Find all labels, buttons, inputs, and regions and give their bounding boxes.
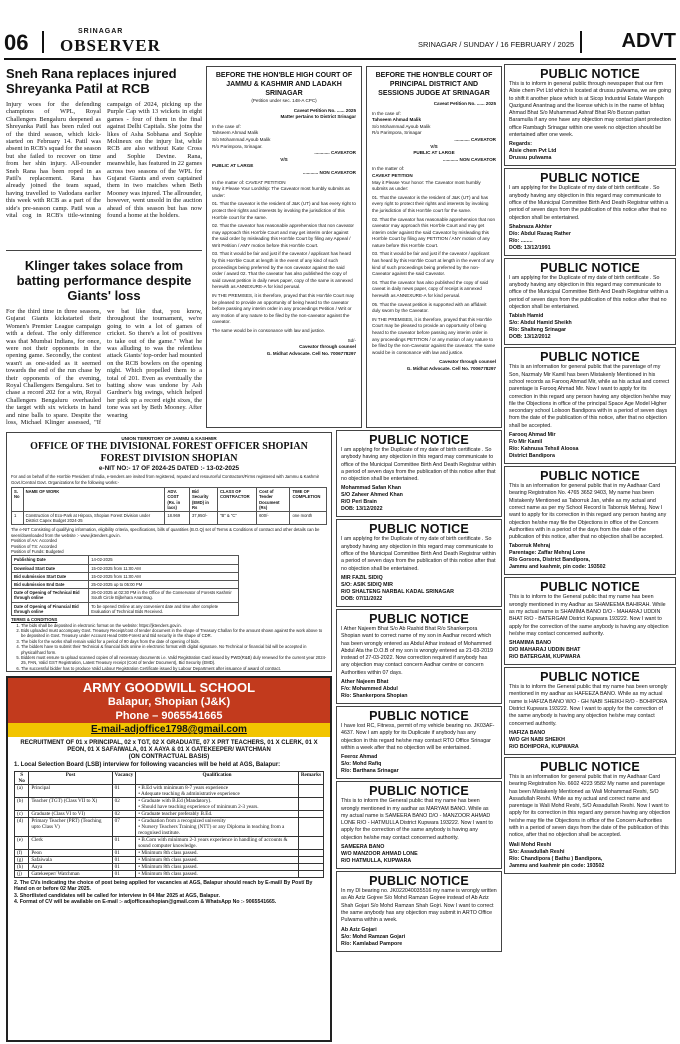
cell: Primary Teacher (PRT) (Teaching upto Class V) [29,817,112,836]
notice-body: This is an information for general public that in my Aadhaar Card bearing Registration No. 6602 4223 9582 My name and parentage has been Mistakenly Mentioned as Wali Mohammad Reshi, S/O Assadullah Reshi. While as my actual and correct name and parentage is Wali Mohd Reshi, S/O Assadullah Reshi. Now I want to apply for its correction in this regard any person having any objection he/she may file the Objections in office of the Concern Authorities with in a period of seven days from the date of the publication of this notice, after that no objection shall be accepted. [509,773,671,839]
notice-signature-line: R/o: Barthana Srinagar [341,768,399,775]
nit-number: e-NIT NO:- 17 OF 2024-25 DATED :- 13-02-2025 [98,465,240,473]
party-address: R/o Parimpora, Srinagar [372,130,422,136]
table-row [12,512,327,525]
prayer-intro: May it Please Your Lordship: The Caveator most humbly submits as under: [212,186,350,198]
cell: 600/- [257,512,290,525]
signature-mark: Sd/- [347,337,356,343]
court-title: BEFORE THE HON'BLE COURT OF PRINCIPAL DISTRICT AND SESSIONS JUDGE AT SRINAGAR [375,72,493,97]
notice-signature-line: R/O SHALTENG NARBAL KADAL SRINAGAR [341,588,455,595]
para-4: IN THE PREMISES, it is therefore, prayed that this Hon'ble Court may be pleased to provide an opportunity of being heard to the caveator before passing any interim order in any proceedings Petition / Writ or any motion of any nature to be filed by the non-caveator against the caveator. [212,293,355,325]
notice-signature-line: Taborruk Mehraj [509,543,551,550]
versus: V/S [280,156,288,162]
notice-body: This is an information for general public that the parentage of my Son, Nazmaly Mir Kamil has been Mistakenly Mentioned in his school records as Farooq Ahmad Mir, while as his actual and correct parentage is Farooq Ahmad Mir. Now I want to apply for its correction in this regard any person having any objection he/she may file the Objections in office of the principal Space Age Model Higher secondary school Lolsoon Bandipora with in a period of seven days from the date of the publication of this notice, after that no objection shall be accepted. [509,364,671,429]
notice-signature-line: R/o: Shalteng Srinagar [509,327,567,334]
notice-signature-line: Mohammad Safan Khan [341,485,402,492]
forest-tender-notice [6,432,332,672]
public-notice [504,258,676,345]
notice-signature-line: R/O Peri Brain [341,499,377,506]
cell: 1 [12,512,24,525]
tender-table [11,487,327,525]
newspaper-logo: OBSERVER [60,36,161,55]
tender-subtitle: FOREST DIVISION SHOPIAN [100,453,238,465]
right-notices-column [504,64,676,1042]
notice-signature-line: DOB: 13/12/1991 [509,244,551,251]
notice-title: PUBLIC NOTICE [369,709,469,724]
notice-signature-line: R/o: Chandipora ( Bathu ) Bandipora, [509,855,603,862]
notice-signature-line: SAMEERA BANO [341,844,385,851]
table-row [15,870,324,877]
terms-list [11,623,327,673]
col-header: Remarks [298,771,323,784]
schedule-cell: Bid submission End Date [12,581,89,589]
notice-signature-line: W/O MANZOOR AHMAD LONE [341,851,418,858]
term-item: 1. The bids shall be deposited in electronic format on the website: https://jktenders.gov.in. [21,623,327,628]
schedule-cell: 14-02-2025 [89,556,238,564]
notice-signature-line: DOB: 13/12/2012 [509,334,551,341]
notice-body: This is to inform to the General public that my name has been wrongly mentioned in my Aadhar as SHAMEEMA BAHIRAH. While as my actual name is SHAMIMA BANO D/O - MAHARAJ UDDIN BHAT R/O - BATERGAM District Kupwara 193222. Now I want to apply for the correction of the same anybody is having any objection he/she may contact concerned authority. [509,594,669,637]
public-notice [504,577,676,665]
para-2: 02. That the caveator has reasonable apprehension that non caveator may approach this Hon'ble Court and may get interim order against the said order by misleading this Hon'ble Court by filing any Appeal / Writ Petition / AMY motion before this Hon'ble Court. [212,223,354,248]
notice-title: PUBLIC NOTICE [369,611,469,626]
schedule-row [12,581,239,589]
masthead-divider-right [580,31,582,53]
notice-title: PUBLIC NOTICE [540,670,640,685]
notice-signature-line: R/o Gorsora, District Bandipora, [509,557,590,564]
cell: (j) [15,870,29,877]
caveat-district-court [366,66,502,428]
army-school-ad [6,676,332,1042]
notice-signature-line: Ather Najeem Bhat [341,679,389,686]
col-header: TIME OF COMPLETION [290,488,327,512]
public-notice [336,781,502,869]
notice-signature-line: Drussu pulwama [509,155,552,162]
schedule-cell: Date of Opening of Technical Bid through online [12,589,89,602]
term-item: 5. Bidders must ensure to upload scanned copies of all necessary documents i.e. Valid Registration Card issued by PWD(R&B) duly renewed for the current year 2024-25, PAN, Valid GST Registration, Latest Treasury receipt (Cost of tender Document), Bid Security (EMD). [21,655,327,666]
notice-signature-line: F/o: Mohammed Abdul [341,686,398,693]
page-number: 06 [4,30,29,55]
para-6: IN THE PREMISES, it is therefore, prayed that this Hon'ble Court may be pleased to provide an opportunity of being heard to the caveator before passing any interim order in any proceedings PETITION / or any motion of any nature to be filed by the non-Caveator against the caveator. The same would be in consonance with law and justice. [372,316,496,355]
para-3: 03. That it would be fair and just if the caveator / applicant has heard by this Hon'ble Court at length in the event of any kind of such proceedings being preferred by the non-Caveator against the said Caveator. [372,251,494,277]
school-place: Balapur, Shopian (J&K) [8,696,330,709]
public-at-large: PUBLIC AT LARGE [413,150,455,156]
cell: Safaiwala [29,856,112,863]
cell: • Minimum 8th class passed. [136,863,299,870]
story-body: For the third time in three seasons, Gujarat Giants kickstarted their Women's Premier League campaign with a defeat. The only difference was that Mumbai Indians, for once, were not their opponents in the opening game. Secondly, the contest wasn't as one-sided as it seemed towards the end of the run chase by their opponents of the evening, Royal Challengers Bengaluru. Set to chase a record 202 for a win, Royal Challengers Bengaluru overhauled the target with six wickets in hand and nine balls to spare. Despite the loss, Michael Klinger assessed, "If we bat like that, you know, throughout the tournament, we're going to win a lot of games of cricket. So there's a lot of positives to take out of the game." What he was alluding to was the relentless attack Giants' top-order had mounted on the RCB bowlers on the opening night. Which propelled them to a total of 201. Even as eventually the batting show was undone by Ash Gardner's big swings, which helped her pick up a record eight sixes, the tone was set by Beth Mooney. After wearing [6,308,202,427]
note-2: 2. The CVs indicating the choice of post being applied for vacancies at AGS, Balapur should reach by E-mail/ By Post/ By Hand on or before 02 Mar 2025. [14,879,313,893]
notice-body: I am applying for the Duplicate of my date of birth certificate . So anybody having any objection in this regard may communicate to office of the Municipal Committee Birth And Death Registrar within a period of seven days from the publication of this notice after that no objection shall be entertained. [509,274,669,311]
cell: (f) [15,849,29,856]
cell: (h) [15,863,29,870]
notice-body: I am applying for the Duplicate of my date of birth certificate . So anybody having any objection in this regard may communicate to office of the Municipal Committee Birth And Death Registrar within a period of seven days from the publication of this notice after that no objection shall be entertained. [341,536,496,572]
petition-type: (Petition under sec. 148-A CPC) [251,98,317,103]
cell: Aaya [29,863,112,870]
notice-body: I am applying for the Duplicate of my date of birth certificate . So anybody having any objection in this regard may communicate to office of the Municipal Committee Birth And Death Registrar within a period of seven days from the publication of this notice after that no objection shall be entertained. [509,185,669,221]
public-notice [504,347,676,464]
term-item: 4. The bidders have to submit their Technical & financial bids online in electronic format with digital signature. No Technical or financial bid will be accepted in physical/hard form. [21,644,327,655]
petition-number: Caveat Petition No. ...... 2025 [293,107,356,113]
schedule-row [12,564,239,572]
col-header: Post [29,771,112,784]
cell: • Graduation from a recognized university • Nursery Teachers Training (NTT) or any Diploma in teaching from a recognised institute. [136,817,299,836]
notice-signature-line: Jammu and kashmir, pin code: 193502 [509,564,606,571]
prayer-intro: May it Please Your honor: The Caveator most humbly submits as under: [372,179,481,192]
term-item [21,671,327,672]
cell: • Graduate teacher preferably B.Ed. [136,810,299,817]
notice-signature-line: R/O HATMULLA, KUPWARA [341,858,412,865]
story-body: Injury woes for the defending champions of WPL, Royal Challengers Bengaluru deepened as Shreyanka Patil has been ruled out of the third season, which kick-started on February 14. Patil was absent in RCB's squad for the season but she failed to recover on time from her shin injury. All-rounder Sneh Rana has been roped in as Patil's replacement. Rana has already joined the team squad, having travelled to Vadodara earlier this week with RCB as a part of the side's pre-season camp. Patil was a vital cog in RCB's title-winning campaign of 2024, picking up the Purple Cap with 13 wickets in eight games - four of them in the final against Delhi Capitals. She joins the likes of Asha Sobhana and Sophie Molineux on the injury list, while RCB are also without Kate Cross and Sophie Devine. Rana, meanwhile, has featured in 22 games across two seasons of the WPL for Gujarat Giants and even captained them in two matches when Beth Mooney was injured. The allrounder, however, went unsold in the auction ahead of this season but has now found a home at the holders. [6,101,202,220]
col-header: S. No [12,488,24,512]
public-notice [336,519,502,606]
schedule-cell: 25-02-2025 up to 05:00 PM [89,581,238,589]
party-parent: S/o Mohammad Ayoub Malik [372,123,431,129]
position-line: Position of Funds: Budgeted [11,549,64,555]
para-1: 01. That the caveator is the resident of J&K (UT) and has every right to protect their rights and interests by invoking the jurisdiction of this Hon'ble court for the same. [212,201,356,220]
cell [298,863,323,870]
tender-title: OFFICE OF THE DIVISIONAL FOREST OFFICER SHOPIAN [30,441,308,453]
col-header: Bid Security (EMD) in Rs [189,488,217,512]
notice-title: PUBLIC NOTICE [369,784,469,799]
cell: • B.Com with minimum 2-3 years experience in handling of accounts & sound computer knowledge. [136,836,299,849]
table-row [15,797,324,810]
in-case: In the case of: [212,123,241,129]
schedule-cell: To be opened Online at any convenient date and time after complete Evaluation of Technical Bids Received. [89,602,238,615]
table-row [15,817,324,836]
para-1: 01. That the caveator is the resident of J&K (UT) and has every right to protect their rights and interests by invoking the jurisdiction of this Hon'ble court for the same. [372,194,489,213]
cell: (c) [15,810,29,817]
caveat-label: CAVEAT PETITION [372,172,413,178]
schedule-cell: 15-02-2025 from 11:00 AM [89,572,238,580]
story-headline: Sneh Rana replaces injured Shreyanka Patil at RCB [6,66,177,96]
cell: • Minimum 8th class passed. [136,870,299,877]
school-phone: Phone – 9065541665 [8,709,330,723]
note-3: 3. Shortlisted candidates will be called for interview in 04 Mar 2025 at AGS, Balapur. [14,892,220,899]
vacancy-table [14,771,324,878]
notice-title: PUBLIC NOTICE [540,171,640,186]
cell [298,817,323,836]
public-notice [504,667,676,755]
notice-body: This is to inform the General public that my name has been wrongly mentioned in my aadhar as HAFEEZA BANO. While as my actual name is HAFIZA BANO W/O - GH NABI SHEIKH R/O - BOHIPORA District Kupwara 193222. Now I want to apply for the correction of the same anybody is having any objection he/she may contact concerned authority. [509,684,668,727]
cell [298,810,323,817]
notice-title: PUBLIC NOTICE [540,260,640,275]
contract-basis: (ON CONTRACTUAL BASIS) [128,754,210,760]
terms-title: TERMS & CONDITIONS [11,617,58,623]
notice-body: I Ather Najeem Bhat S/o Ab Rashid Bhat R/o Shankerpora Shopian want to correct name of my son in Aadhar record which has been wrongly entered as Abdul Athar instead of Mohammed Abdul Ata the D.O.B of my son is wrongly entered as 21-03-2019 instead of 27-03-2022. Now correction required if anybody has any objection may contact concern Aadhar centre or concern Authorities within 07 days. [341,625,493,676]
term-item: 6. The successful bidder has to produce Valid Labour Registration Certificate issued by Labour Department after issuance of award of contract. [21,666,327,671]
cell: 18.969 [165,512,190,525]
para-4: 04. That the caveator has also published the copy of said caveat in daily news paper, copy of receipt is annexed herewith as ANNEXURE-A for kind perusal. [372,279,489,299]
cell: 01 [112,849,136,856]
notice-title: PUBLIC NOTICE [369,433,469,447]
notice-title: PUBLIC NOTICE [540,469,640,484]
masthead-divider [42,31,44,53]
dateline: SRINAGAR / SUNDAY / 16 FEBRUARY / 2025 [418,40,575,49]
cell: • Graduate with B.Ed (Mandatory). • Should have teaching experience of minimum 2-3 years. [136,797,299,810]
in-case: In the case of: [372,110,401,116]
public-notice [336,706,502,779]
notice-signature-line: D/O MAHARAJ UDDIN BHAT [509,647,581,654]
notice-signature-line: S/o: Mohd Ramzan Gojari [341,933,406,940]
notice-signature-line: R/O BATERGAM, KUPWARA [509,654,581,661]
public-notice [336,609,502,704]
advocate-contact: G. Midhat Advocate. Cell No. 7006778297 [406,365,496,371]
cell: Construction of Eco-Park at Hirpora, Shopian Forest Division under District Capex Budget 2024-25 [23,512,165,525]
notice-signature-line: R/o: Kahnusa Tehsil Aloosa [509,446,579,453]
matter-line: Matter pertains to District Srinagar [280,114,356,120]
cell: Teacher (TGT) (Class VII to X) [29,797,112,810]
term-item: 3. The bids for the works shall remain valid for a period of 90 days from the date of opening of bids. [21,639,327,644]
notice-signature-line: District Bandipora [509,453,555,460]
through-counsel: Caveator through counsel [439,359,496,365]
public-notice [504,168,676,255]
caveator-label: ............ CAVEATOR [454,136,496,142]
col-header: Cost of Tender Document (Rs) [257,488,290,512]
notice-signature-line: Shabnaza Akhter [509,223,552,230]
notice-signature-line: S/O Zaheer Ahmed Khan [341,492,403,499]
notice-body: I have lost RC, Fitness, permit of my vehicle bearing no. JK03AF-4637. Now I am apply for its Duplicate if anybody has any objection in this regard he/she may contact RTO Office Srinagar within a week after that no objection will be entertained. [341,723,495,751]
notice-signature-line: S/o: Abdul Hamid Sheikh [509,320,572,327]
notice-signature-line: MIR FAZIL SIDIQ [341,574,383,581]
public-at-large: PUBLIC AT LARGE [212,163,254,169]
notice-signature-line: DOB: 13/12/2022 [341,506,383,513]
schedule-row [12,589,239,602]
public-notice [336,871,502,951]
cell: • Minimum 8th class passed. [136,856,299,863]
schedule-row [12,602,239,615]
cell: 01 [112,836,136,849]
notice-body: This is an information for general public that in my Aadhaar Card bearing Registration No. 4765 3652 9403, My name has been Mistakenly Mentioned as Taborruk Jan, while as my actual and correct name as per my School Record is Taborruk Mehraj. Now I want to apply for its correction in this regard any person having any objection he/she may file the Objections in office of the Concern Authorities with in a period of the days from the date of the publication of this notice, after that no objection shall be accepted. [509,483,667,541]
para-5: The same would be in consonance with law and justice. [212,328,326,333]
notice-signature-line: Farooq Ahmad Mir [509,432,556,439]
note-4: 4. Format of CV will be available on E-mail :- adjofficeashopian@gmail.com & WhatsApp No :- 9065541665. [14,899,277,906]
story-headline: Klinger takes solace from batting performance despite Giants' loss [16,258,192,303]
notice-signature-line: SHAMIMA BANO [509,640,552,647]
cell: (e) [15,836,29,849]
notice-signature-line: R/O BOHIPORA, KUPWARA [509,743,579,750]
notice-signature-line: Ab Aziz Gojari [341,926,377,933]
public-notice [504,64,676,166]
cell: Principal [29,784,112,797]
public-notice [504,757,676,874]
col-header: CLASS OF CONTRACTOR [217,488,256,512]
notice-signature-line: Jammu and kashmir pin code: 193502 [509,862,605,869]
party-name: Tahseem Ahmad Malik [372,117,422,123]
party-address: R/o Parimpora, Srinagar. [212,143,263,149]
cell: 37,950/- [189,512,217,525]
cell: 01 [112,870,136,877]
cell [298,856,323,863]
notice-body: I am applying for the Duplicate of my date of birth certificate . So anybody having any objection in this regard may communicate to office of the Municipal Committee Birth And Death Registrar within a period of seven days from the publication of this notice after that no objection shall be entertained. [341,447,496,483]
caveator-label: ............ CAVEATOR [314,150,356,156]
notice-signature-line: R/o: ........ [509,237,533,244]
cell: • Minimum 8th class passed. [136,849,299,856]
cell: • B.Ed with minimum 8-7 years experience • Adequate teaching & administrative experience [136,784,299,797]
notice-signature-line: R/o: Kamlabad Pampore [341,940,403,947]
notice-signature-line: Feeroz Ahmad [341,754,378,761]
cell: (d) [15,817,29,836]
cell: Graduate (Class VI to VI) [29,810,112,817]
govt-line: UNION TERRITORY OF JAMMU & KASHMIR [121,436,217,441]
party-name: Tahseem Ahmad Malik [212,130,259,136]
masthead [0,0,680,58]
section-label: ADVT [621,30,676,52]
notice-signature-line: W/O GH NABI SHEIKH [509,736,565,743]
cell: 02 [112,810,136,817]
schedule-row [12,572,239,580]
col-header: NAME OF WORK [23,488,165,512]
logo-subtitle: SRINAGAR [78,28,124,35]
notice-signature-line: S/o: Mohd Rafiq [341,761,382,768]
table-row [15,863,324,870]
notice-title: PUBLIC NOTICE [540,580,640,595]
petition-number: Caveat Petition No. ...... 2025 [433,101,496,106]
table-row [15,810,324,817]
term-item: 2. Bids uploaded must accompany Govt. Treasury Receipt/cost of tender document in the shape of Treasury Challan for the amount shown against the work above to be deposited in Govt. Treasury under Account Head 0406-Forest and Bid security in the shape of CDR. [21,628,327,639]
cell: 01 [112,784,136,797]
notice-signature-line: HAFIZA BANO [509,729,546,736]
public-notice [504,466,676,575]
cell: 01 [112,863,136,870]
cell [298,784,323,797]
recruitment-line: RECRUITMENT OF 01 x PRINCIPAL, 02 x TGT, 02 X GRADUATE, 07 X PRT TEACHERS, 01 X CLERK, 01 X PEON, 01 X SAFAIWALA, 01 X AAYA & 01 X GATEKEEPER/ WATCHMAN [20,740,318,753]
notice-signature-line: Wali Mohd Reshi [509,841,552,848]
cell: Peon [29,849,112,856]
caveat-high-court [206,66,362,428]
story-sneh-rana [6,66,202,246]
para-2: 02. That the caveator has reasonable apprehension that non caveator may approach this Hon'ble Court and may get interim order against the said Caveator by misleading this Hon'ble Court by filing any PETITION / ANY motion of any nature before this Hon'ble Court. [372,216,496,248]
cell: 01 [112,856,136,863]
table-row [15,849,324,856]
cell [298,849,323,856]
notice-signature-line: R/o: Shankerpora Shopian [341,693,408,700]
position-line: Position of AA: Accorded [11,538,57,544]
col-header: Vacancy [112,771,136,784]
middle-notices-column [336,430,502,1042]
notice-signature-line: S/o: Assadullah Reshi [509,848,565,855]
col-header: S No [15,771,29,784]
notice-signature-line: Parentage: Zaffar Mehraj Lone [509,550,586,557]
story-klinger [6,258,202,448]
cell: one month [290,512,327,525]
notice-signature-line: F/o Mir Kamil [509,439,543,446]
cell: Clerk [29,836,112,849]
notice-title: PUBLIC NOTICE [540,67,640,81]
col-header: ADV. COST (Rs. in lacs) [165,488,190,512]
para-3: 03. That it would be fair and just if the caveator / applicant has heard by this Hon'ble Court at length in the event of any kind of such proceedings being preferred by the non caveator against the said order / award 02. That the caveator has also published the copy of said caveat petition in daily news paper, copy of the same is annexed herewith as ANNEXURE-A for kind perusal. [212,251,353,290]
schedule-cell: 15-02-2025 from 11:00 AM [89,564,238,572]
lsb-line: 1. Local Selection Board (LSB) interview for following vacancies will be held at AGS, Balapur: [14,762,281,769]
tender-para: The e-NIT Consisting of qualifying information, eligibility criteria, specifications, bills of quantities (B.O.Q) set of Terms & Conditions of contract and other details can be seen/downloaded from the website :- www.jktenders.gov.in. [11,527,320,538]
cell [298,836,323,849]
cell: Gatekeeper/ Watchman [29,870,112,877]
notice-signature-line: Regards: [509,141,532,148]
notice-title: PUBLIC NOTICE [540,350,640,365]
schedule-cell: Date of Opening of Financial Bid through online [12,602,89,615]
schedule-cell: Download Start Date [12,564,89,572]
cell: (b) [15,797,29,810]
notice-signature-line: D/o: Abdul Razaq Rather [509,230,571,237]
col-header: Qualification [136,771,299,784]
schedule-cell: Bid submission Start Date [12,572,89,580]
masthead-rule [4,58,676,60]
table-row [15,836,324,849]
cell: 07 [112,817,136,836]
non-caveator-label: ............ NON CAVEATOR [442,156,496,162]
party-parent: S/o Mohammad Ayoub Malik [212,136,271,142]
matter-of: In the matter of: CAVEAT PETITION [212,179,286,185]
cell [298,797,323,810]
schedule-cell: 26-02-2025 at 02:30 PM in the Office of the Conservator of Forests Kashmir South Circle Bijbehara Anantnag. [89,589,238,602]
cell: (a) [15,784,29,797]
notice-body: This is to inform the General public that my name has been wrongly mentioned in my aadhar as MARYAM BANO. While as my actual name is SAMEERA BANO D/O - MANZOOR AHMAD LONE R/O - HATMULLA District Kupwara 193222. Now I want to apply for the correction of the same anybody is having any objection he/she may contact concerned authority. [341,798,493,841]
notice-body: In my Dl bearing no. JK022040035516 my name is wrongly written as Ab Aziz Gojree S/o Mohd Ramzan Gojree instead of Ab Aziz Shah Gojari S/o Mohd Ramzan Shah Gojri. Now I want to correct the same anybody has any objection may submit in ARTO Office Pulwama within a week. [341,888,497,924]
schedule-table [11,555,239,616]
position-line: Position of TS: Accorded [11,543,57,549]
notice-signature-line: Alsie chem Pvt Ltd [509,148,557,155]
notice-title: PUBLIC NOTICE [369,874,469,889]
cell: (g) [15,856,29,863]
table-row [15,856,324,863]
through-counsel: Caveator through counsel [299,344,356,350]
non-caveator-label: ............ NON CAVEATOR [302,169,356,175]
cell: "B" & "C" [217,512,256,525]
notice-signature-line: Tabish Hamid [509,313,544,320]
tender-intro: For and on behalf of the Hon'ble President of India, e-tenders are invited from registered, reputed and resourceful Contractors/Firms registered with Jammu & Kashmir Govt./Central Govt. Organizations for the following works:- [11,474,320,485]
cell: 02 [112,797,136,810]
notice-body: This is to inform in general public through newspaper that our firm Alsie chem Pvt Ltd which is located at drussu pulwama, we are going to shift it another place which is at Sicop Industrial Estate Wanpoh Qazigund Anantnag and the license which is in the name of Ishfaq Ahmad Bhat S/o Muhammad Ashraf Bhat R/o Burzan pattan Baramulla if any one have any objection may contact plant protection office Rambagh Srinagar within one week no objection should be entertained after one week. [509,81,671,139]
matter-of: In the matter of: [372,166,405,172]
notice-signature-line: DOB: 07/11/2022 [341,595,383,602]
notice-title: PUBLIC NOTICE [540,759,640,774]
schedule-cell: Publishing Date [12,556,89,564]
notice-title: PUBLIC NOTICE [369,522,469,537]
schedule-row [12,556,239,564]
story-divider [6,250,202,251]
advocate-contact: G. Midhat Advocate. Cell No. 7006778297 [266,350,356,356]
cell [298,870,323,877]
table-row [15,784,324,797]
notice-signature-line: S/O: ASIK SIDIQ MIR [341,581,393,588]
court-title: BEFORE THE HON'BLE HIGH COURT OF JAMMU & KASHMIR AND LADAKH SRINAGAR [215,72,353,97]
para-5: 05. That the caveat petition is supported with an affidavit duly sworn by the Caveator. [372,301,487,314]
school-email: E-mail-adjoffice1798@gmail.com [8,723,330,737]
versus: V/S [430,143,438,149]
public-notice [336,430,502,517]
school-title: ARMY GOODWILL SCHOOL [8,678,330,696]
